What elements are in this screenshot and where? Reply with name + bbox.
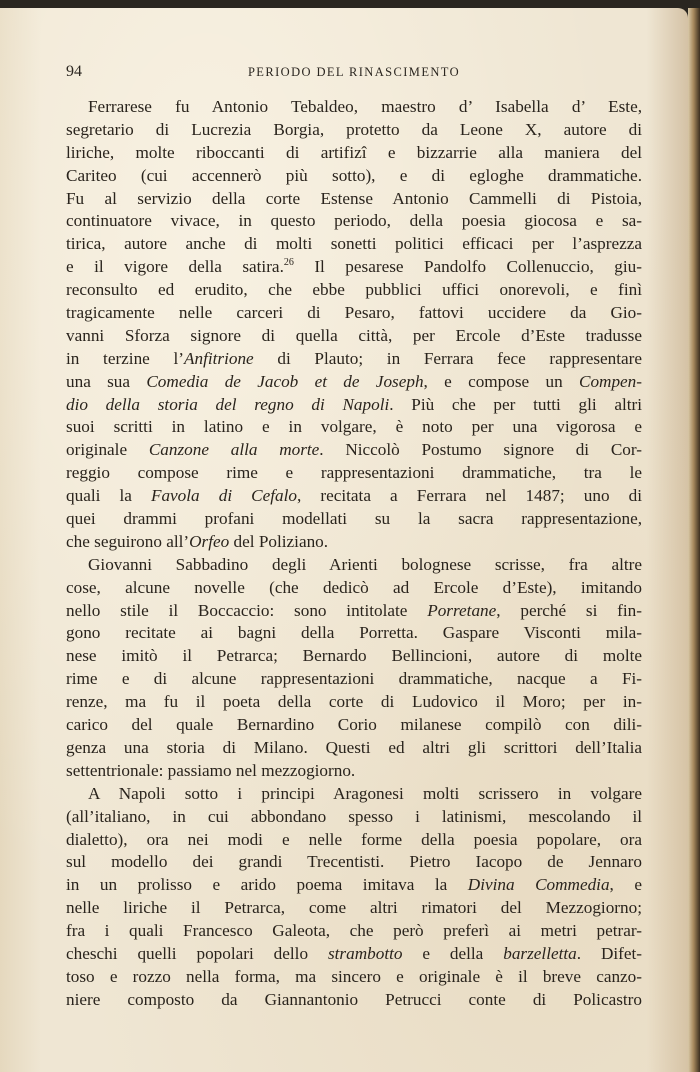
text-run: originale: [66, 440, 149, 460]
text-run: A Napoli sotto i principi Aragonesi molti scrissero in volgare: [88, 783, 642, 803]
text-run: nello stile il Boccaccio: sono intitolate: [66, 600, 428, 620]
italic-title: strambotto: [327, 943, 403, 963]
text-line: [66, 989, 642, 1012]
text-line: [66, 165, 642, 188]
text-run: del Poliziano.: [229, 531, 329, 551]
body-text: [66, 96, 642, 1012]
text-line: [66, 943, 642, 966]
text-run: . Più che per tutti gli altri: [389, 394, 642, 414]
paragraph: [66, 783, 642, 1012]
text-run: . Difet-: [576, 943, 643, 963]
italic-title: Comedia de Jacob et de Joseph: [146, 371, 424, 391]
text-run: Il pesarese Pandolfo Collenuccio, giu-: [293, 257, 642, 277]
running-head: [66, 63, 642, 85]
text-line: [66, 829, 642, 852]
text-run: in terzine l’: [66, 348, 184, 368]
text-run: genza una storia di Milano. Questi ed altri gli scrittori dell’Italia: [66, 737, 642, 757]
text-line: [66, 416, 642, 439]
italic-title: Anfitrione: [183, 348, 254, 368]
book-page-edge: [688, 8, 700, 1072]
text-line: [66, 645, 642, 668]
text-line: [66, 256, 642, 279]
paragraph: [66, 96, 642, 554]
text-run: di Plauto; in Ferrara fece rappresentare: [253, 348, 642, 368]
italic-title: Compen-: [578, 371, 642, 391]
italic-title: Orfeo: [189, 531, 230, 551]
text-run: renze, ma fu il poeta della corte di Ludovico il Moro; per in-: [66, 692, 642, 712]
footnote-marker: 26: [283, 257, 294, 269]
running-title: PERIODO DEL RINASCIMENTO: [247, 65, 461, 79]
text-line: [66, 760, 642, 783]
text-line: [66, 302, 642, 325]
text-line: [66, 96, 642, 119]
text-run: toso e rozzo nella forma, ma sincero e originale è il breve canzo-: [66, 966, 642, 986]
text-run: che seguirono all’: [66, 531, 190, 551]
text-line: [66, 806, 642, 829]
text-run: nelle liriche il Petrarca, come altri rimatori del Mezzogiorno;: [66, 898, 642, 918]
text-line: [66, 233, 642, 256]
text-line: [66, 783, 642, 806]
text-run: dialetto), ora nei modi e nelle forme della poesia popolare, ora: [66, 829, 642, 849]
text-line: [66, 714, 642, 737]
text-run: gono recitate ai bagni della Porretta. Gaspare Visconti mila-: [66, 623, 642, 643]
text-line: [66, 920, 642, 943]
text-run: vanni Sforza signore di quella città, per Ercole d’Este tradusse: [66, 325, 642, 345]
text-run: , e: [609, 875, 642, 895]
text-line: [66, 966, 642, 989]
text-run: segretario di Lucrezia Borgia, protetto da Leone X, autore di: [66, 119, 642, 139]
text-line: [66, 668, 642, 691]
text-line: [66, 554, 642, 577]
text-run: reconsulto ed erudito, che ebbe pubblici uffici onorevoli, e finì: [66, 280, 642, 300]
text-run: e della: [402, 943, 504, 963]
text-line: [66, 142, 642, 165]
text-line: [66, 737, 642, 760]
text-run: quali la: [66, 486, 151, 506]
text-line: [66, 348, 642, 371]
text-run: niere composto da Giannantonio Petrucci conte di Policastro: [66, 989, 642, 1009]
text-run: , e compose un: [423, 371, 579, 391]
text-line: [66, 851, 642, 874]
text-run: Cariteo (cui accennerò più sotto), e di egloghe drammatiche.: [66, 165, 642, 185]
text-run: tragicamente nelle carceri di Pesaro, fattovi uccidere da Gio-: [66, 303, 642, 323]
text-run: tirica, autore anche di molti sonetti politici efficaci per l’asprezza: [66, 234, 642, 254]
italic-title: Canzone alla morte: [148, 440, 320, 460]
text-run: una sua: [66, 371, 147, 391]
text-line: [66, 279, 642, 302]
text-run: suoi scritti in latino e in volgare, è noto per una vigorosa e: [66, 417, 642, 437]
text-line: [66, 325, 642, 348]
text-line: [66, 600, 642, 623]
text-run: Ferrarese fu Antonio Tebaldeo, maestro d’ Isabella d’ Este,: [88, 97, 642, 116]
text-line: [66, 897, 642, 920]
text-line: [66, 119, 642, 142]
text-run: liriche, molte riboccanti di artifizî e bizzarrie alla maniera del: [66, 142, 642, 162]
text-run: nese imitò il Petrarca; Bernardo Bellincioni, autore di molte: [66, 646, 642, 666]
text-run: Giovanni Sabbadino degli Arienti bolognese scrisse, fra altre: [88, 554, 642, 574]
italic-title: Divina Commedia: [467, 875, 610, 895]
text-line: [66, 394, 642, 417]
text-run: . Niccolò Postumo signore di Cor-: [319, 440, 642, 460]
text-line: [66, 485, 642, 508]
text-run: , recitata a Ferrara nel 1487; uno di: [297, 486, 643, 506]
text-run: settentrionale: passiamo nel mezzogiorno.: [66, 760, 356, 780]
text-run: reggio compose rime e rappresentazioni drammatiche, tra le: [66, 463, 642, 483]
text-run: cheschi quelli popolari dello: [66, 943, 328, 963]
page-number: 94: [66, 63, 82, 80]
italic-title: Porretane: [427, 600, 497, 620]
text-line: [66, 531, 642, 554]
text-run: sul modello dei grandi Trecentisti. Pietro Iacopo de Jennaro: [66, 852, 642, 872]
text-line: [66, 371, 642, 394]
text-run: cose, alcune novelle (che dedicò ad Ercole d’Este), imitando: [66, 577, 642, 597]
italic-title: barzelletta: [503, 943, 577, 963]
text-line: [66, 622, 642, 645]
text-run: rime e di alcune rappresentazioni drammatiche, nacque a Fi-: [66, 669, 642, 689]
text-run: carico del quale Bernardino Corio milanese compilò con dili-: [66, 715, 642, 735]
text-run: fra i quali Francesco Galeota, che però preferì ai metri petrar-: [66, 921, 642, 941]
text-line: [66, 188, 642, 211]
paragraph: [66, 554, 642, 783]
text-run: e il vigore della satira.: [66, 257, 284, 277]
text-line: [66, 577, 642, 600]
text-run: in un prolisso e arido poema imitava la: [66, 875, 468, 895]
italic-title: Favola di Cefalo: [150, 486, 298, 506]
text-run: quei drammi profani modellati su la sacra rappresentazione,: [66, 509, 642, 529]
text-line: [66, 874, 642, 897]
text-run: Fu al servizio della corte Estense Antonio Cammelli di Pistoia,: [66, 188, 642, 208]
italic-title: dio della storia del regno di Napoli: [66, 394, 390, 414]
text-line: [66, 691, 642, 714]
text-line: [66, 462, 642, 485]
text-line: [66, 508, 642, 531]
text-line: [66, 210, 642, 233]
text-run: (all’italiano, in cui abbondano spesso i latinismi, mescolando il: [66, 806, 642, 826]
text-run: continuatore vivace, in questo periodo, della poesia giocosa e sa-: [66, 211, 642, 231]
text-run: , perché si fin-: [496, 600, 642, 620]
text-line: [66, 439, 642, 462]
